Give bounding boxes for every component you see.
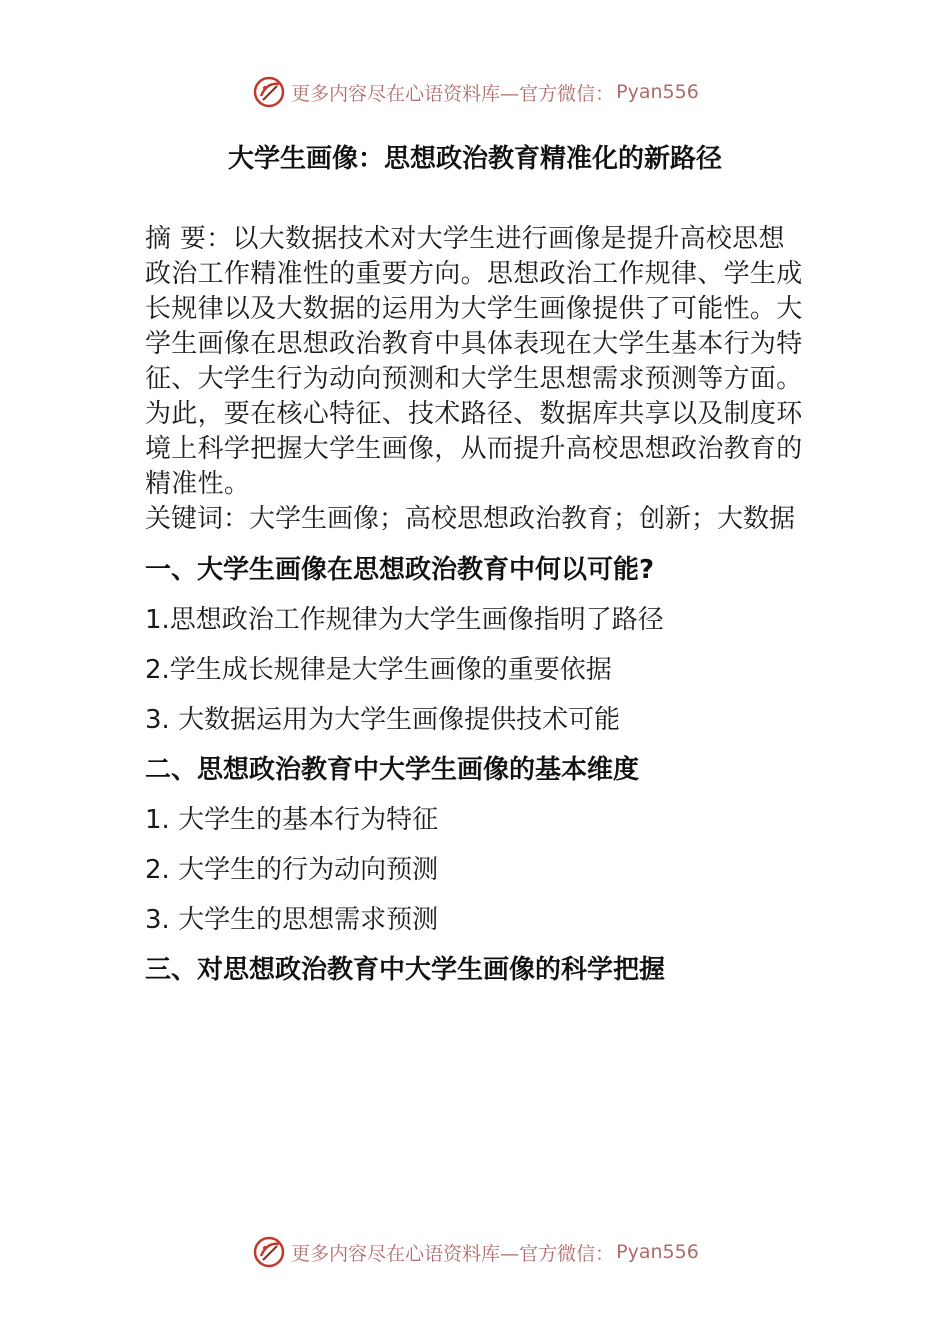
brand-logo-icon (251, 1234, 287, 1270)
document-title: 大学生画像：思想政治教育精准化的新路径 (227, 144, 722, 174)
brand-logo-icon (251, 74, 287, 110)
document-body (145, 222, 810, 991)
header-banner (0, 72, 950, 112)
section-2-item-3: 3. 大学生的思想需求预测 (145, 905, 439, 935)
section-heading-1: 一、大学生画像在思想政治教育中何以可能? (145, 555, 655, 585)
footer-banner (0, 1232, 950, 1272)
footer-banner-text: 更多内容尽在心语资料库—官方微信： (291, 1242, 615, 1265)
section-heading-2: 二、思想政治教育中大学生画像的基本维度 (145, 755, 640, 785)
section-2-item-2: 2. 大学生的行为动向预测 (145, 855, 439, 885)
header-banner-text: 更多内容尽在心语资料库—官方微信： (291, 82, 615, 105)
section-1-item-2: 2.学生成长规律是大学生画像的重要依据 (145, 655, 612, 685)
section-1-item-3: 3. 大数据运用为大学生画像提供技术可能 (145, 705, 621, 735)
abstract-paragraph: 摘 要：以大数据技术对大学生进行画像是提升高校思想政治工作精准性的重要方向。思想政治工作规律、学生成长规律以及大数据的运用为大学生画像提供了可能性。大学生画像在思想政治教育中具体表现在大学生基本行为特征、大学生行为动向预测和大学生思想需求预测等方面。为此，要在核心特征、技术路径、数据库共享以及制度环境上科学把握大学生画像，从而提升高校思想政治教育的精准性。 (145, 224, 803, 499)
section-2-item-1: 1. 大学生的基本行为特征 (145, 805, 439, 835)
keywords-paragraph: 关键词：大学生画像；高校思想政治教育；创新；大数据 (145, 504, 796, 534)
header-banner-contact: Pyan556 (616, 81, 699, 103)
footer-banner-contact: Pyan556 (616, 1241, 699, 1263)
section-1-item-1: 1.思想政治工作规律为大学生画像指明了路径 (145, 605, 664, 635)
section-heading-3: 三、对思想政治教育中大学生画像的科学把握 (145, 955, 666, 985)
